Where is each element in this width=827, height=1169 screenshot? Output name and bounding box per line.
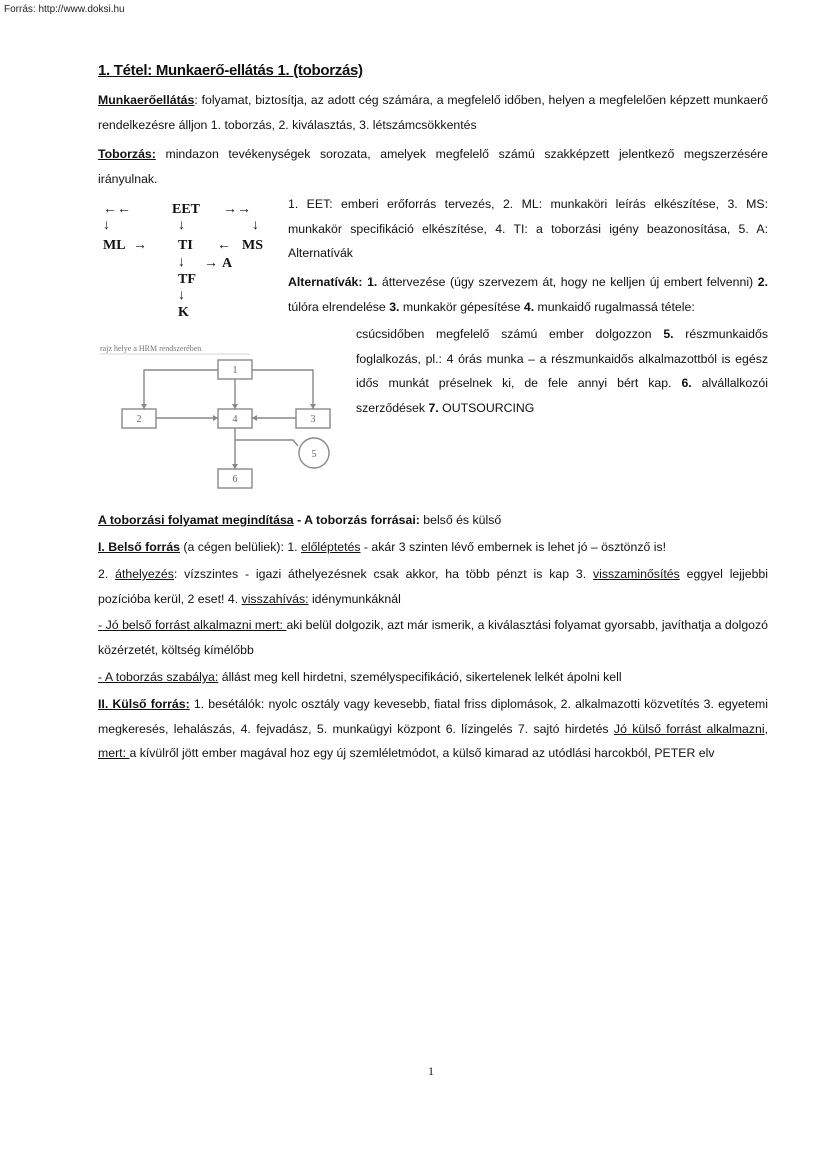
right-arrow: → <box>204 256 218 271</box>
section-heading: I. Belső forrás <box>98 540 181 554</box>
node-label-4: 4 <box>232 414 238 425</box>
item-text: részmunkaidős foglalkozás, pl.: 4 órás munka – a részmunkaidős alkalmazottból is egész idős munkát préselnek ki, de fele annyi bért kap. <box>356 327 768 390</box>
item-number: 7. <box>428 400 439 415</box>
flow-node-ms: MS <box>242 238 263 253</box>
right-arrow: → <box>133 238 147 253</box>
node-label-5: 5 <box>311 449 317 460</box>
item-number: 3. <box>389 299 400 314</box>
underlined-term: visszahívás: <box>241 591 309 606</box>
alternatives-first-lines <box>288 270 768 319</box>
section-toborzasi-folyamat <box>98 508 768 533</box>
section-text: 1. besétálók: nyolc osztály vagy kevesebb, fiatal friss diplomások, 2. alkalmazotti közvetítés 3. egyetemi megkeresés, lehalászás, 4. fejvadász, 5. munkaügyi központ 6. lízingelés 7. sajtó hirdetés <box>98 697 768 736</box>
double-left-arrow: ←← <box>103 202 131 217</box>
section-text: a kívülről jött ember magával hoz egy új szemléletmódot, a külső kimarad az utódlási harcokból, PETER elv <box>129 746 715 760</box>
section-heading: II. Külső forrás: <box>98 697 190 711</box>
term-toborzas: Toborzás: <box>98 147 156 161</box>
node-label-3: 3 <box>310 414 316 425</box>
down-arrow: ↓ <box>178 255 185 270</box>
page-number: 1 <box>428 1064 434 1078</box>
abbreviation-legend: 1. EET: emberi erőforrás tervezés, 2. ML: munkaköri leírás elkészítése, 3. MS: munkakör specifikáció elkészítése, 4. TI: a toborzási igény beazonosítása, 5. A: Alternatívák <box>288 197 768 260</box>
section-text: állást meg kell hirdetni, személyspecifikáció, sikertelenek lelkét ápolni kell <box>218 670 622 684</box>
down-arrow: ↓ <box>252 218 259 233</box>
item-number: 6. <box>681 376 692 390</box>
hrm-system-diagram <box>98 343 343 493</box>
item-number: 4. <box>523 299 535 314</box>
down-arrow: ↓ <box>178 288 185 303</box>
alternatives-label: Alternatívák: <box>288 275 363 289</box>
down-arrow: ↓ <box>178 218 185 233</box>
down-arrow: ↓ <box>103 218 110 233</box>
paragraph-toborzas <box>98 142 768 191</box>
underlined-term: - Jó belső forrást alkalmazni mert: <box>98 618 287 632</box>
section-subheading: - A toborzás forrásai: <box>293 513 420 527</box>
item-text: áttervezése (úgy szervezem át, hogy ne kelljen új embert felvenni) <box>377 275 758 289</box>
item-text: munkaidő rugalmassá tétele: <box>534 299 695 314</box>
section-text: aki belül dolgozik, azt már ismerik, a kiválasztási folyamat gyorsabb, javíthatja a dolgozó közérzetét, költség kímélőbb <box>98 618 768 657</box>
flow-node-a: A <box>222 256 233 271</box>
underlined-term: visszaminősítés <box>592 567 680 581</box>
node-label-2: 2 <box>136 414 142 425</box>
section-belso-forras <box>98 535 768 560</box>
item-text: alvállalkozói szerződések <box>356 376 768 415</box>
section-text: (a cégen belüliek): 1. <box>180 540 302 554</box>
alternatives-continued <box>356 322 768 420</box>
section-text: 2. <box>98 567 116 581</box>
section-text: idénymunkáknál <box>308 591 401 606</box>
flow-node-eet: EET <box>172 202 201 217</box>
section-kulso-forras <box>98 692 768 766</box>
section-text: : vízszintes - igazi áthelyezésnek csak akkor, ha több pénzt is kap 3. <box>173 567 593 581</box>
diagram-caption: rajz helye a HRM rendszerében <box>100 344 202 353</box>
item-text: munkakör gépesítése <box>399 299 524 314</box>
flow-node-ml: ML <box>103 238 126 253</box>
underlined-term: - A toborzás szabálya: <box>98 670 219 684</box>
flow-node-k: K <box>178 305 189 320</box>
flow-node-ti: TI <box>178 238 193 253</box>
underlined-term: áthelyezés <box>115 567 174 581</box>
source-header: Forrás: http://www.doksi.hu <box>4 4 125 15</box>
left-arrow: ← <box>217 238 231 253</box>
paragraph-jo-belso-forras <box>98 613 768 662</box>
item-text: OUTSOURCING <box>438 400 535 415</box>
node-label-1: 1 <box>232 365 238 376</box>
underlined-term: Jó külső forrást alkalmazni, mert: <box>98 721 768 760</box>
paragraph-toborzas-szabalya <box>98 665 768 690</box>
section-text: - akár 3 szinten lévő embernek is lehet jó – ösztönző is! <box>360 540 667 554</box>
paragraph-munkaeroellatas <box>98 88 768 137</box>
paragraph-athelyezes <box>98 562 768 611</box>
item-number: 5. <box>663 327 674 341</box>
item-number: 2. <box>757 275 768 289</box>
term-colon: : <box>194 93 198 107</box>
process-flow-diagram <box>100 200 275 325</box>
section-text: eggyel lejjebbi pozícióba kerül, 2 eset! 4. <box>98 567 768 606</box>
definition-text: folyamat, biztosítja, az adott cég számára, a megfelelő időben, helyen a megfelelően képzett munkaerő rendelkezésre álljon 1. toborzás, 2. kiválasztás, 3. létszámcsökkentés <box>98 93 768 132</box>
underlined-term: előléptetés <box>301 540 361 554</box>
item-text: túlóra elrendelése <box>288 299 390 314</box>
section-text: belső és külső <box>419 513 502 527</box>
section-heading: A toborzási folyamat megindítása <box>98 513 294 527</box>
double-right-arrow: →→ <box>223 202 251 217</box>
item-number: 1. <box>362 275 378 289</box>
node-label-6: 6 <box>232 474 238 485</box>
term-munkaeroellatas: Munkaerőellátás <box>98 93 195 107</box>
page-title: 1. Tétel: Munkaerő-ellátás 1. (toborzás) <box>98 62 363 79</box>
flow-node-tf: TF <box>178 272 196 287</box>
item-text: csúcsidőben megfelelő számú ember dolgozzon <box>356 327 664 341</box>
definition-text: mindazon tevékenységek sorozata, amelyek megfelelő számú szakképzett jelentkező megszerzésére irányulnak. <box>98 147 768 186</box>
